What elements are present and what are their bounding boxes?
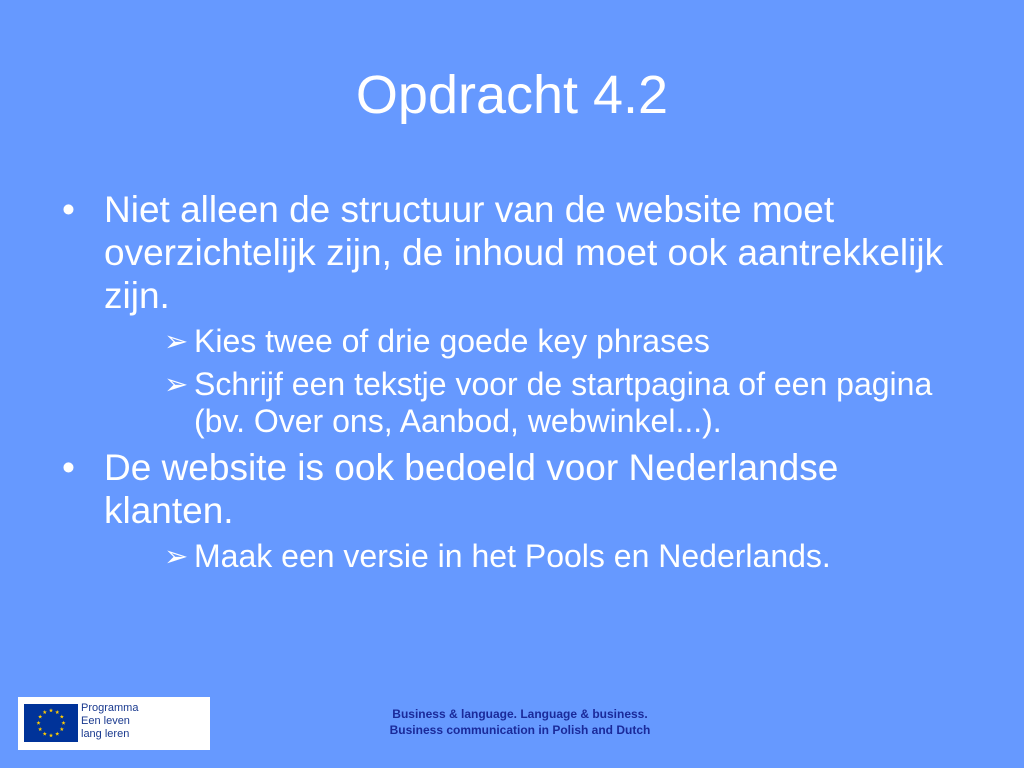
- bullet-list: [58, 188, 958, 581]
- sub-bullet-list: [104, 323, 958, 440]
- bullet-text: Niet alleen de structuur van de website moet overzichtelijk zijn, de inhoud moet ook aantrekkelijk zijn.: [104, 189, 944, 316]
- sub-bullet-list: [104, 538, 958, 575]
- bullet-item: [58, 446, 958, 575]
- bullet-icon: •: [62, 447, 75, 488]
- arrow-bullet-icon: ➢: [164, 326, 189, 358]
- sub-bullet-item: [104, 366, 958, 440]
- slide-title: Opdracht 4.2: [355, 65, 669, 125]
- sub-bullet-item: [104, 323, 958, 360]
- logo-text: Programma Een leven lang leren: [81, 702, 139, 740]
- sub-bullet-item: [104, 538, 958, 575]
- arrow-bullet-icon: ➢: [164, 369, 189, 401]
- lifelong-learning-logo: [18, 697, 210, 750]
- sub-bullet-text: Maak een versie in het Pools en Nederlands.: [194, 538, 831, 574]
- footer: [300, 706, 740, 738]
- bullet-icon: •: [62, 189, 75, 230]
- bullet-item: [58, 188, 958, 440]
- arrow-bullet-icon: ➢: [164, 541, 189, 573]
- footer-line-1: Business & language. Language & business.: [392, 707, 648, 721]
- eu-flag-icon: [24, 704, 78, 742]
- sub-bullet-text: Schrijf een tekstje voor de startpagina of een pagina (bv. Over ons, Aanbod, webwinkel...).: [194, 366, 933, 439]
- footer-line-2: Business communication in Polish and Dutch: [389, 723, 651, 737]
- sub-bullet-text: Kies twee of drie goede key phrases: [194, 323, 710, 359]
- bullet-text: De website is ook bedoeld voor Nederlandse klanten.: [104, 447, 839, 531]
